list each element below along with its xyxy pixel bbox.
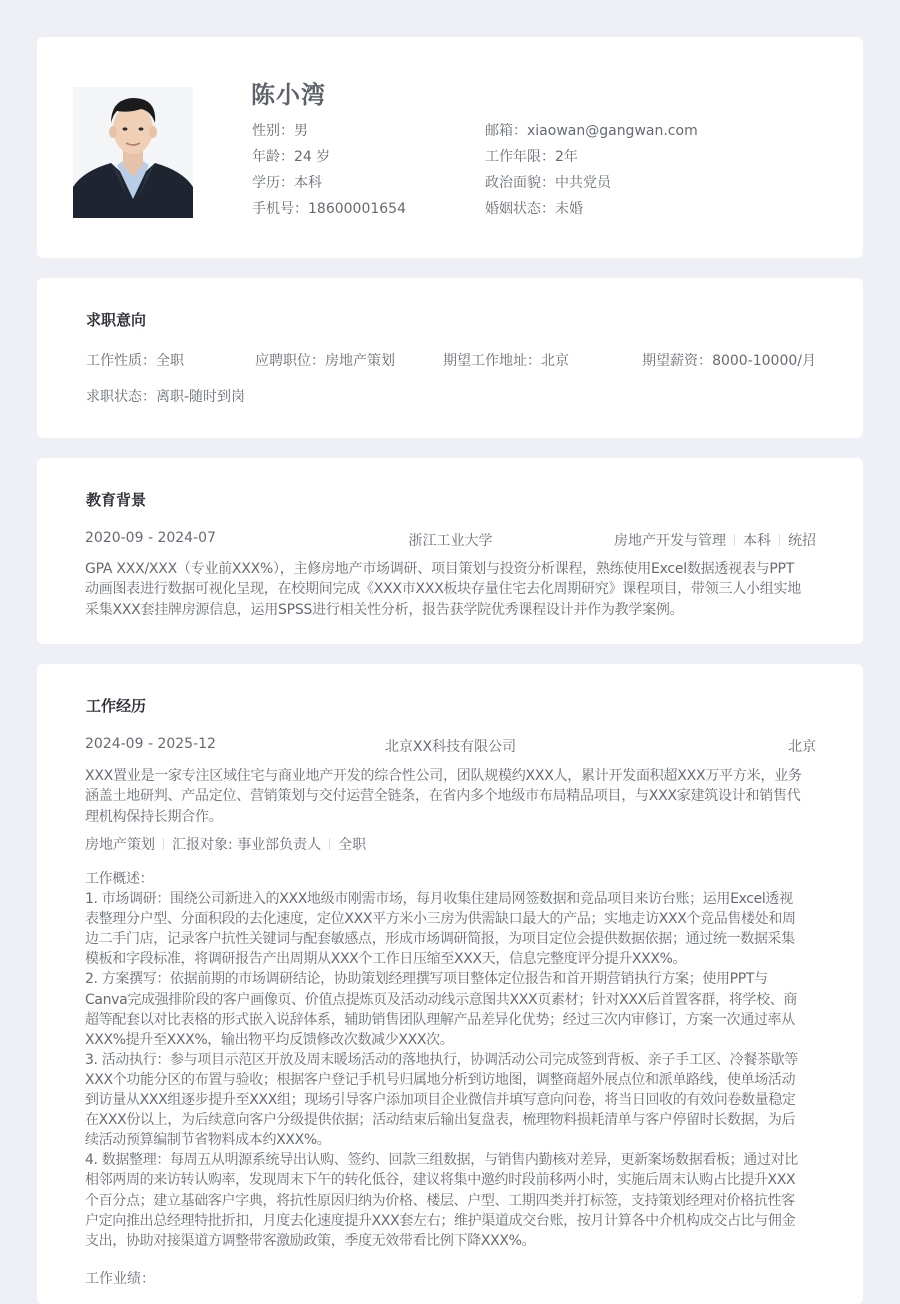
email-label: 邮箱： bbox=[485, 123, 527, 139]
applied-position-label: 应聘职位： bbox=[255, 353, 325, 369]
job-type-label: 工作性质： bbox=[86, 353, 156, 369]
enrollment-type: 统招 bbox=[788, 533, 816, 549]
company-name: 北京XX科技有限公司 bbox=[384, 739, 517, 755]
degree: 本科 bbox=[743, 533, 771, 549]
political-status-value: 中共党员 bbox=[555, 175, 611, 191]
duty-line: Canva完成强排阶段的客户画像页、价值点提炼页及活动动线示意图共XXX页素材；针对XXX后首置客群，将学校、商 bbox=[85, 991, 798, 1008]
education-line: GPA XXX/XXX（专业前XXX%），主修房地产市场调研、项目策划与投资分析课程，熟练使用Excel数据透视表与PPT bbox=[85, 561, 795, 577]
report-to: 汇报对象: 事业部负责人 bbox=[172, 837, 322, 853]
political-status-row bbox=[485, 173, 698, 199]
expected-salary-value: 8000-10000/月 bbox=[712, 353, 816, 369]
duty-line: 3. 活动执行：参与项目示范区开放及周末暖场活动的落地执行，协调活动公司完成签到背板、亲子手工区、冷餐茶歇等 bbox=[85, 1051, 798, 1068]
work-date: 2024-09 - 2025-12 bbox=[85, 736, 216, 752]
email-value: xiaowan@gangwan.com bbox=[527, 123, 698, 139]
performance-title: 工作业绩： bbox=[85, 1271, 155, 1287]
basic-info-right bbox=[485, 121, 698, 225]
candidate-name: 陈小湾 bbox=[251, 81, 326, 109]
duty-line: 到访量从XXX组逐步提升至XXX组；现场引导客户添加项目企业微信并填写意向问卷，将当日回收的有效问卷数量稳定 bbox=[85, 1092, 796, 1109]
gender-row bbox=[252, 121, 406, 147]
gender-label: 性别： bbox=[252, 123, 294, 139]
education-card bbox=[37, 458, 863, 644]
expected-location-value: 北京 bbox=[541, 353, 569, 369]
education-line: 采集XXX套挂牌房源信息，运用SPSS进行相关性分析，报告获学院优秀课程设计并作为教学案例。 bbox=[85, 601, 684, 618]
job-title: 房地产策划 bbox=[85, 837, 155, 853]
divider bbox=[779, 534, 780, 546]
duty-line: 2. 方案撰写：依据前期的市场调研结论，协助策划经理撰写项目整体定位报告和首开期营销执行方案；使用PPT与 bbox=[85, 971, 768, 988]
profile-card bbox=[37, 37, 863, 258]
age-value: 24 岁 bbox=[294, 149, 331, 165]
duty-line: 相邻两周的来访转认购率，发现周末下午的转化低谷，建议将集中邀约时段前移两小时，实施后周末认购占比提升XXX bbox=[85, 1172, 796, 1189]
duty-line: 表整理分户型、分面积段的去化速度，定位XXX平方米小三房为供需缺口最大的产品；实地走访XXX个竞品售楼处和周 bbox=[85, 911, 796, 928]
duty-line: 续活动预算编制节省物料成本约XXX%。 bbox=[85, 1132, 331, 1149]
email-row bbox=[485, 121, 698, 147]
education-header bbox=[85, 530, 816, 552]
duty-line: XXX%提升至XXX%，输出物平均反馈修改次数减少XXX次。 bbox=[85, 1031, 454, 1048]
gender-value: 男 bbox=[294, 123, 308, 139]
company-line: 涵盖土地研判、产品定位、营销策划与交付运营全链条，在省内多个地级市布局精品项目，与XXX家建筑设计和销售代 bbox=[85, 788, 801, 805]
expected-location-label: 期望工作地址： bbox=[443, 353, 541, 369]
phone-row bbox=[252, 199, 406, 225]
applied-position-value: 房地产策划 bbox=[325, 353, 395, 369]
job-intent-card bbox=[37, 278, 863, 438]
duty-line: 支出，协助对接渠道方调整带客激励政策，季度无效带看比例下降XXX%。 bbox=[85, 1232, 536, 1249]
phone-label: 手机号： bbox=[252, 201, 308, 217]
divider bbox=[329, 838, 330, 850]
work-years-value: 2年 bbox=[555, 149, 578, 165]
expected-salary-label: 期望薪资： bbox=[642, 353, 713, 369]
work-duties bbox=[85, 869, 816, 1251]
divider bbox=[734, 534, 735, 546]
duty-line: 个百分点；建立基础客户字典，将抗性原因归纳为价格、楼层、户型、工期四类并打标签，支持策划经理对价格抗性客 bbox=[85, 1192, 795, 1209]
avatar bbox=[73, 87, 193, 218]
applied-position bbox=[255, 350, 395, 370]
duty-line: XXX个功能分区的布置与验收；根据客户登记手机号归属地分析到访地图，调整商超外展点位和派单路线，使单场活动 bbox=[85, 1071, 796, 1088]
major: 房地产开发与管理 bbox=[614, 533, 726, 549]
education-date: 2020-09 - 2024-07 bbox=[85, 530, 216, 546]
duty-line: 模板和字段标准，将调研报告产出周期从XXX个工作日压缩至XXX天，信息完整度评分提升XXX%。 bbox=[85, 951, 687, 968]
work-city: 北京 bbox=[788, 739, 816, 755]
marital-status-label: 婚姻状态： bbox=[485, 201, 555, 217]
work-experience-card bbox=[37, 664, 863, 1304]
section-title-education: 教育背景 bbox=[86, 491, 147, 509]
marital-status-row bbox=[485, 199, 698, 225]
work-years-label: 工作年限： bbox=[485, 149, 555, 165]
education-line: 动画图表进行数据可视化呈现，在校期间完成《XXX市XXX板块存量住宅去化周期研究》课程项目，带领三人小组实地 bbox=[85, 581, 802, 598]
employment-type: 全职 bbox=[338, 837, 367, 853]
political-status-label: 政治面貌： bbox=[485, 175, 555, 191]
education-level-label: 学历： bbox=[252, 175, 294, 191]
duty-line: 在XXX份以上，为后续意向客户分级提供依据；活动结束后输出复盘表，梳理物料损耗清单与客户停留时长数据，为后 bbox=[85, 1112, 796, 1129]
section-title-intent: 求职意向 bbox=[86, 311, 147, 329]
job-status-label: 求职状态： bbox=[86, 389, 156, 405]
duty-line: 工作概述： bbox=[85, 871, 154, 887]
school-name: 浙江工业大学 bbox=[408, 533, 493, 549]
age-row bbox=[252, 147, 406, 173]
phone-value: 18600001654 bbox=[308, 201, 406, 217]
intent-row-1 bbox=[86, 350, 816, 372]
work-tags bbox=[85, 834, 366, 854]
duty-line: 边二手门店，记录客户抗性关键词与配套敏感点，形成市场调研简报，为项目定位会提供数据依据；通过统一数据采集 bbox=[85, 931, 795, 948]
expected-location bbox=[443, 350, 569, 370]
job-type bbox=[86, 350, 184, 370]
divider bbox=[163, 838, 164, 850]
duty-line: 4. 数据整理：每周五从明源系统导出认购、签约、回款三组数据，与销售内勤核对差异，更新案场数据看板；通过对比 bbox=[85, 1152, 798, 1169]
education-tags bbox=[614, 530, 816, 550]
job-type-value: 全职 bbox=[156, 353, 184, 369]
duty-line: 1. 市场调研：围绕公司新进入的XXX地级市刚需市场，每月收集住建局网签数据和竞品项目来访台账；运用Excel透视 bbox=[85, 891, 793, 908]
work-years-row bbox=[485, 147, 698, 173]
age-label: 年龄： bbox=[252, 149, 294, 165]
expected-salary bbox=[642, 350, 816, 370]
education-level-value: 本科 bbox=[294, 175, 322, 191]
work-header bbox=[85, 736, 816, 758]
education-level-row bbox=[252, 173, 406, 199]
section-title-work: 工作经历 bbox=[86, 697, 147, 715]
company-line: XXX置业是一家专注区域住宅与商业地产开发的综合性公司，团队规模约XXX人，累计开发面积超XXX万平方米，业务 bbox=[85, 768, 802, 784]
company-line: 理机构保持长期合作。 bbox=[85, 808, 223, 825]
job-status-value: 离职-随时到岗 bbox=[156, 389, 246, 405]
intent-row-2 bbox=[86, 386, 816, 408]
duty-line: 超等配套以对比表格的形式嵌入说辞体系，辅助销售团队理解产品差异化优势；经过三次内审修订，方案一次通过率从 bbox=[85, 1011, 795, 1028]
job-status bbox=[86, 386, 245, 406]
duty-line: 户定向推出总经理特批折扣，月度去化速度提升XXX套左右；维护渠道成交台账，按月计算各中介机构成交占比与佣金 bbox=[85, 1212, 796, 1229]
education-description bbox=[85, 559, 816, 620]
marital-status-value: 未婚 bbox=[555, 201, 583, 217]
basic-info-left bbox=[252, 121, 406, 225]
company-description bbox=[85, 766, 816, 827]
